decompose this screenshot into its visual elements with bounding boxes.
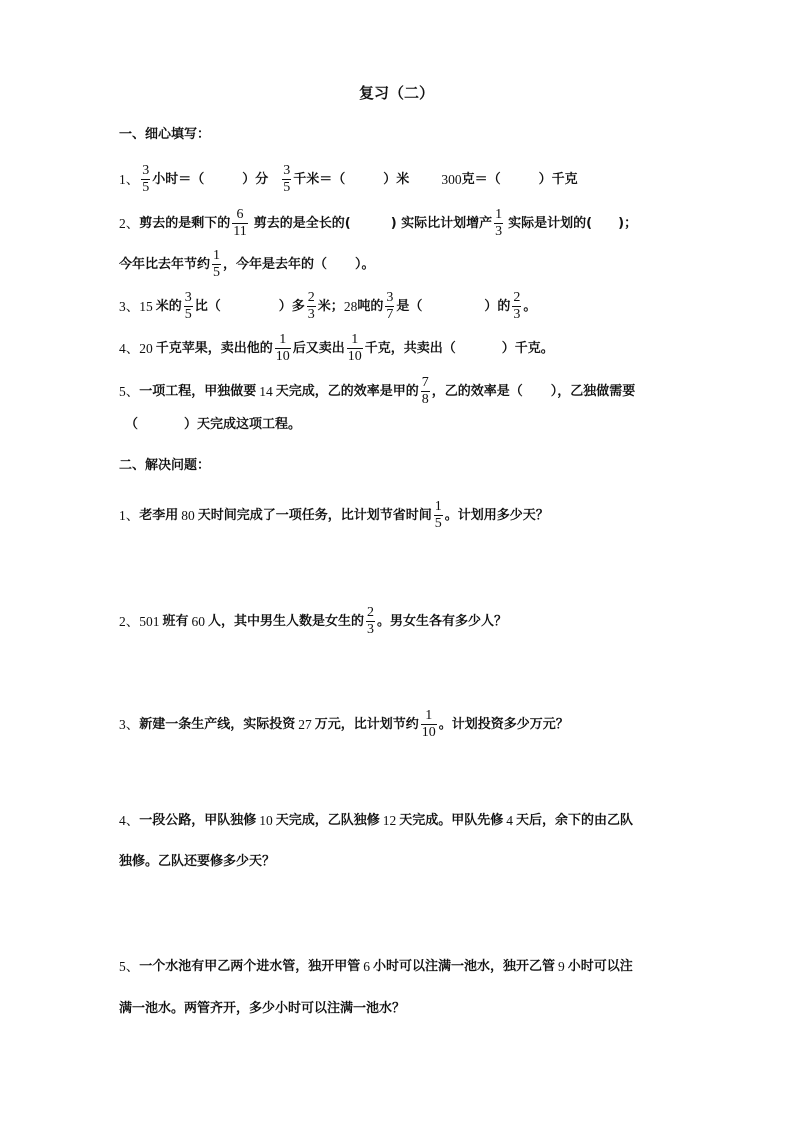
question-number: 3、 <box>119 716 140 732</box>
number: 501 <box>139 613 160 629</box>
text: 一项工程，甲独做要 <box>139 383 257 399</box>
text: 吨的 <box>357 298 384 314</box>
fraction: $\frac{3}{5}$ <box>142 163 150 195</box>
question-number: 4、 <box>119 340 140 356</box>
text: 满一池水。两管齐开，多少小时可以注满一池水？ <box>119 1001 406 1016</box>
text: 剪去的是剩下的 <box>139 215 231 231</box>
text: 。计划投资多少万元？ <box>438 716 569 732</box>
text: 千克，共卖出（ <box>364 340 456 356</box>
number: 60 <box>191 613 206 629</box>
text: 实际是计划的( <box>508 215 593 231</box>
text: 天时间完成了一项任务，比计划节省时间 <box>197 507 432 523</box>
text: 小时可以注满一池水，独开乙管 <box>373 959 556 974</box>
text: ）千克。 <box>501 340 554 356</box>
fraction: $\frac{1}{10}$ <box>275 332 290 364</box>
text: 老李用 <box>139 507 179 523</box>
section-heading-text: 一、细心填写： <box>119 127 211 142</box>
number: 12 <box>382 813 397 828</box>
text: ）的 <box>484 298 511 314</box>
text: 人，其中男生人数是女生的 <box>208 613 365 629</box>
fraction: $\frac{1}{3}$ <box>495 207 503 239</box>
text: ）分 <box>242 171 269 187</box>
number: 6 <box>363 959 371 974</box>
text: 后又卖出 <box>292 340 345 356</box>
section-heading-text: 二、解决问题： <box>119 458 211 473</box>
text: 班有 <box>162 613 189 629</box>
problem-4-line-1 <box>119 811 633 831</box>
text: )； <box>618 215 638 231</box>
fill-question-4 <box>119 332 554 365</box>
question-number: 3、 <box>119 298 140 314</box>
text: 万元，比计划节约 <box>314 716 419 732</box>
section-1-heading <box>119 125 210 145</box>
text: 米的 <box>155 298 182 314</box>
fill-question-3 <box>119 290 536 323</box>
text: 小时＝（ <box>152 171 205 187</box>
text: ）米 <box>383 171 410 187</box>
number: 27 <box>298 716 312 732</box>
text: 。计划用多少天？ <box>444 507 549 523</box>
question-number: 1、 <box>119 171 140 187</box>
text: 一个水池有甲乙两个进水管，独开甲管 <box>139 959 361 974</box>
fraction: $\frac{1}{10}$ <box>347 332 362 364</box>
question-number: 1、 <box>119 507 140 523</box>
text: 。男女生各有多少人？ <box>377 613 508 629</box>
text: 剪去的是全长的( <box>253 215 351 231</box>
problem-1 <box>119 499 549 532</box>
text: ）天完成这项工程。 <box>184 417 302 432</box>
fraction: $\frac{3}{5}$ <box>283 163 291 195</box>
text: ，乙的效率是（ <box>431 383 523 399</box>
text: 比（ <box>194 298 221 314</box>
text: 是（ <box>396 298 423 314</box>
question-number: 5、 <box>119 959 140 974</box>
text: 克＝（ <box>461 171 501 187</box>
fraction: $\frac{2}{3}$ <box>307 290 315 322</box>
fill-question-1 <box>119 163 578 196</box>
problem-5-line-2 <box>119 999 405 1019</box>
number: 4 <box>506 813 514 828</box>
fraction: $\frac{7}{8}$ <box>421 375 429 407</box>
fraction: $\frac{1}{5}$ <box>213 248 221 280</box>
text: 千克苹果，卖出他的 <box>155 340 273 356</box>
problem-5-line-1 <box>119 957 633 977</box>
fill-question-5-line-2 <box>119 415 301 435</box>
problem-3 <box>119 708 569 741</box>
text: 米； <box>317 298 344 314</box>
number: 15 <box>139 298 153 314</box>
text: 。 <box>523 298 537 314</box>
number: 28 <box>343 298 358 314</box>
text: 天完成，乙的效率是甲的 <box>275 383 419 399</box>
number: 20 <box>139 340 153 356</box>
number: 9 <box>558 959 565 974</box>
text: 独修。乙队还要修多少天？ <box>119 854 276 869</box>
fill-question-2-line-1 <box>119 207 637 240</box>
text: 天完成，乙队独修 <box>275 813 380 828</box>
question-number: 5、 <box>119 383 140 399</box>
number: 80 <box>181 507 195 523</box>
number: 14 <box>259 383 273 399</box>
fraction: $\frac{2}{3}$ <box>367 605 375 637</box>
fraction: $\frac{2}{3}$ <box>513 290 521 322</box>
text: ) 实际比计划增产 <box>390 215 493 231</box>
fraction: $\frac{1}{10}$ <box>421 708 436 740</box>
text: ），乙独做需要 <box>550 383 636 399</box>
number: 300 <box>441 171 462 187</box>
fraction: $\frac{3}{7}$ <box>386 290 394 322</box>
text: 千米＝（ <box>293 171 346 187</box>
text: ）。 <box>355 256 375 272</box>
text: 天完成。甲队先修 <box>399 813 504 828</box>
question-number: 2、 <box>119 215 140 231</box>
problem-2 <box>119 605 507 638</box>
text: ）千克 <box>538 171 578 187</box>
text: 小时可以注 <box>567 959 633 974</box>
text: （ <box>125 417 139 432</box>
fraction: $\frac{1}{5}$ <box>434 499 442 531</box>
fill-question-2-line-2 <box>119 248 375 281</box>
text: 天后，余下的由乙队 <box>516 813 634 828</box>
question-number: 4、 <box>119 813 140 828</box>
number: 10 <box>259 813 273 828</box>
text: 今年比去年节约 <box>119 256 211 272</box>
problem-4-line-2 <box>119 852 275 872</box>
text: ）多 <box>278 298 305 314</box>
text: 新建一条生产线，实际投资 <box>139 716 296 732</box>
text: 一段公路，甲队独修 <box>139 813 257 828</box>
fraction: $\frac{6}{11}$ <box>233 207 247 239</box>
page-title: 复习（二） <box>358 84 434 102</box>
question-number: 2、 <box>119 613 140 629</box>
text: ，今年是去年的（ <box>223 256 328 272</box>
fill-question-5-line-1 <box>119 375 635 408</box>
section-2-heading <box>119 456 210 476</box>
fraction: $\frac{3}{5}$ <box>184 290 192 322</box>
